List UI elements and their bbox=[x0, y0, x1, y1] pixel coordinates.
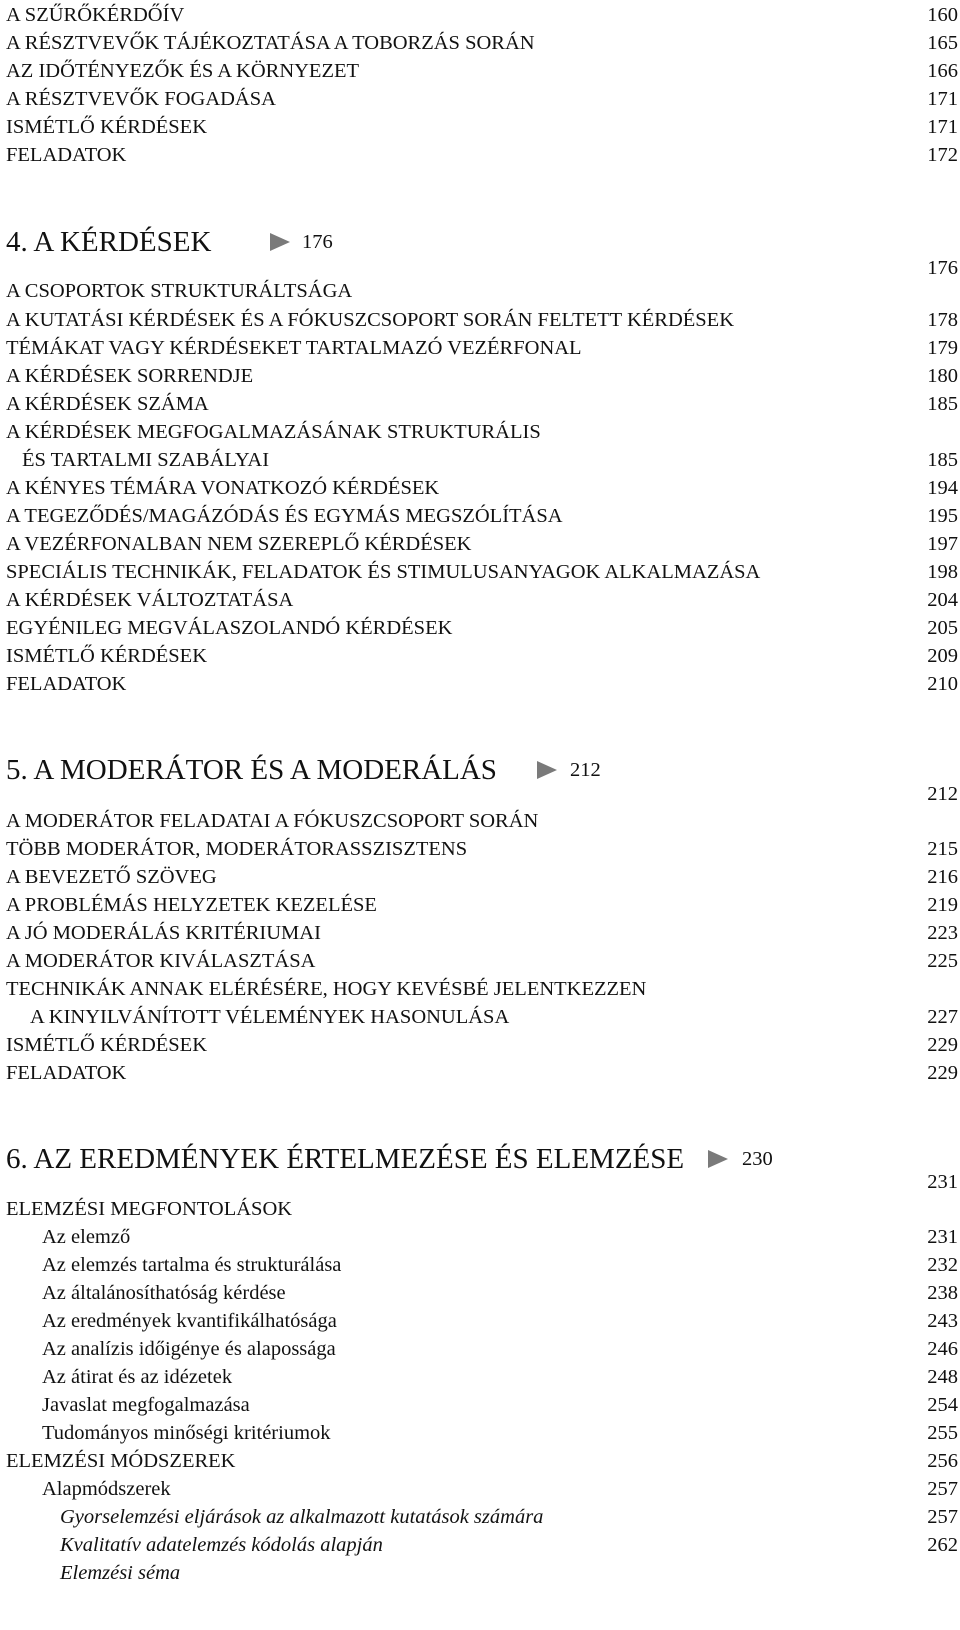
toc-entry-label: A KÉRDÉSEK SORRENDJE bbox=[6, 365, 254, 387]
toc-entry-label: A KÉRDÉSEK MEGFOGALMAZÁSÁNAK STRUKTURÁLIS bbox=[6, 421, 541, 443]
toc-entry bbox=[0, 361, 960, 391]
toc-entry bbox=[0, 918, 960, 948]
toc-entry bbox=[0, 1058, 960, 1088]
toc-entry-label: A RÉSZTVEVŐK FOGADÁSA bbox=[6, 88, 276, 110]
toc-entry bbox=[0, 112, 960, 142]
toc-entry-page: 219 bbox=[927, 894, 958, 916]
toc-entry bbox=[0, 1222, 960, 1252]
toc-entry bbox=[0, 669, 960, 699]
toc-entry-label: A VEZÉRFONALBAN NEM SZEREPLŐ KÉRDÉSEK bbox=[6, 533, 472, 555]
toc-entry-page: 198 bbox=[927, 561, 958, 583]
toc-entry-page: 248 bbox=[927, 1366, 958, 1388]
toc-entry bbox=[0, 1278, 960, 1308]
toc-entry bbox=[0, 1362, 960, 1392]
toc-entry bbox=[0, 1250, 960, 1280]
toc-entry bbox=[0, 0, 960, 30]
toc-entry bbox=[0, 862, 960, 892]
toc-entry-page: 231 bbox=[927, 1226, 958, 1248]
toc-entry-label: ISMÉTLŐ KÉRDÉSEK bbox=[6, 1034, 208, 1056]
toc-entry bbox=[0, 1167, 960, 1197]
toc-entry-page: 255 bbox=[927, 1422, 958, 1444]
toc-entry bbox=[0, 389, 960, 419]
toc-entry-label: A MODERÁTOR KIVÁLASZTÁSA bbox=[6, 950, 316, 972]
toc-entry-page: 160 bbox=[927, 4, 958, 26]
toc-entry-page: 171 bbox=[927, 116, 958, 138]
toc-entry bbox=[0, 84, 960, 114]
toc-entry bbox=[0, 779, 960, 809]
toc-entry-label: ISMÉTLŐ KÉRDÉSEK bbox=[6, 645, 208, 667]
toc-entry bbox=[0, 140, 960, 170]
toc-entry-label: AZ IDŐTÉNYEZŐK ÉS A KÖRNYEZET bbox=[6, 60, 360, 82]
toc-entry-page: 179 bbox=[927, 337, 958, 359]
triangle-right-icon bbox=[537, 761, 557, 779]
toc-entry-page: 231 bbox=[927, 1171, 958, 1193]
toc-entry-page: 227 bbox=[927, 1006, 958, 1028]
toc-entry-label: TECHNIKÁK ANNAK ELÉRÉSÉRE, HOGY KEVÉSBÉ JELENTKEZZEN bbox=[6, 978, 647, 1000]
toc-entry bbox=[0, 1446, 960, 1476]
toc-entry-label: Alapmódszerek bbox=[42, 1478, 171, 1500]
chapter-page: 230 bbox=[742, 1148, 773, 1170]
toc-entry-page: 165 bbox=[927, 32, 958, 54]
triangle-right-icon bbox=[270, 233, 290, 251]
chapter-page: 176 bbox=[302, 231, 333, 253]
triangle-right-icon bbox=[708, 1150, 728, 1168]
toc-entry-page: 194 bbox=[927, 477, 958, 499]
toc-entry bbox=[0, 974, 960, 1004]
toc-entry-label: A MODERÁTOR FELADATAI A FÓKUSZCSOPORT SORÁN bbox=[6, 810, 539, 832]
toc-entry bbox=[0, 1002, 960, 1032]
toc-entry-page: 171 bbox=[927, 88, 958, 110]
toc-entry bbox=[0, 417, 960, 447]
toc-entry bbox=[0, 1558, 960, 1588]
toc-entry-page: 216 bbox=[927, 866, 958, 888]
toc-entry-page: 256 bbox=[927, 1450, 958, 1472]
toc-entry-label: Elemzési séma bbox=[60, 1562, 181, 1584]
chapter-title: 6. AZ EREDMÉNYEK ÉRTELMEZÉSE ÉS ELEMZÉSE bbox=[6, 1143, 685, 1175]
toc-entry-page: 246 bbox=[927, 1338, 958, 1360]
toc-entry bbox=[0, 1474, 960, 1504]
toc-entry-label: A JÓ MODERÁLÁS KRITÉRIUMAI bbox=[6, 922, 321, 944]
toc-entry-page: 223 bbox=[927, 922, 958, 944]
toc-entry-label: A PROBLÉMÁS HELYZETEK KEZELÉSE bbox=[6, 894, 377, 916]
toc-entry-page: 212 bbox=[927, 783, 958, 805]
toc-entry-label: A KÉRDÉSEK VÁLTOZTATÁSA bbox=[6, 589, 294, 611]
toc-entry-label: SPECIÁLIS TECHNIKÁK, FELADATOK ÉS STIMULUSANYAGOK ALKALMAZÁSA bbox=[6, 561, 761, 583]
toc-entry-label: Az általánosíthatóság kérdése bbox=[42, 1282, 286, 1304]
toc-entry bbox=[0, 1502, 960, 1532]
toc-entry bbox=[0, 1530, 960, 1560]
toc-entry-label: A SZŰRŐKÉRDŐÍV bbox=[6, 4, 185, 26]
toc-entry-page: 262 bbox=[927, 1534, 958, 1556]
toc-entry-page: 185 bbox=[927, 393, 958, 415]
toc-entry-label: ELEMZÉSI MEGFONTOLÁSOK bbox=[6, 1198, 293, 1220]
toc-entry-label: ISMÉTLŐ KÉRDÉSEK bbox=[6, 116, 208, 138]
toc-entry-page: 257 bbox=[927, 1506, 958, 1528]
toc-entry-label: Az elemző bbox=[42, 1226, 131, 1248]
toc-entry bbox=[0, 557, 960, 587]
toc-entry-page: 185 bbox=[927, 449, 958, 471]
toc-entry-label: A KÉNYES TÉMÁRA VONATKOZÓ KÉRDÉSEK bbox=[6, 477, 440, 499]
toc-entry-page: 215 bbox=[927, 838, 958, 860]
toc-entry bbox=[0, 890, 960, 920]
toc-entry-label: ÉS TARTALMI SZABÁLYAI bbox=[22, 449, 270, 471]
toc-entry bbox=[0, 276, 960, 306]
toc-entry bbox=[0, 1306, 960, 1336]
toc-entry bbox=[0, 333, 960, 363]
toc-entry bbox=[0, 806, 960, 836]
toc-entry-label: FELADATOK bbox=[6, 673, 127, 695]
toc-entry-page: 197 bbox=[927, 533, 958, 555]
toc-entry bbox=[0, 473, 960, 503]
toc-entry-page: 176 bbox=[927, 257, 958, 279]
toc-entry-label: A KÉRDÉSEK SZÁMA bbox=[6, 393, 209, 415]
toc-entry-label: A KINYILVÁNÍTOTT VÉLEMÉNYEK HASONULÁSA bbox=[30, 1006, 510, 1028]
toc-entry-page: 205 bbox=[927, 617, 958, 639]
toc-entry-label: EGYÉNILEG MEGVÁLASZOLANDÓ KÉRDÉSEK bbox=[6, 617, 453, 639]
toc-entry-label: A BEVEZETŐ SZÖVEG bbox=[6, 866, 217, 888]
toc-entry bbox=[0, 529, 960, 559]
toc-entry-label: ELEMZÉSI MÓDSZEREK bbox=[6, 1450, 236, 1472]
toc-entry bbox=[0, 501, 960, 531]
toc-entry-label: A RÉSZTVEVŐK TÁJÉKOZTATÁSA A TOBORZÁS SORÁN bbox=[6, 32, 535, 54]
toc-entry bbox=[0, 28, 960, 58]
toc-entry bbox=[0, 445, 960, 475]
toc-entry-label: Az eredmények kvantifikálhatósága bbox=[42, 1310, 337, 1332]
toc-entry-page: 238 bbox=[927, 1282, 958, 1304]
toc-entry-label: A CSOPORTOK STRUKTURÁLTSÁGA bbox=[6, 280, 353, 302]
chapter-title: 4. A KÉRDÉSEK bbox=[6, 226, 212, 258]
toc-entry bbox=[0, 641, 960, 671]
chapter-title: 5. A MODERÁTOR ÉS A MODERÁLÁS bbox=[6, 754, 497, 786]
toc-entry bbox=[0, 1418, 960, 1448]
toc-entry bbox=[0, 305, 960, 335]
toc-entry bbox=[0, 1334, 960, 1364]
toc-entry-label: Gyorselemzési eljárások az alkalmazott kutatások számára bbox=[60, 1506, 544, 1528]
toc-entry-label: FELADATOK bbox=[6, 144, 127, 166]
toc-entry-label: FELADATOK bbox=[6, 1062, 127, 1084]
toc-entry-page: 210 bbox=[927, 673, 958, 695]
toc-entry bbox=[0, 1390, 960, 1420]
toc-entry-label: A TEGEZŐDÉS/MAGÁZÓDÁS ÉS EGYMÁS MEGSZÓLÍTÁSA bbox=[6, 505, 563, 527]
toc-entry-page: 229 bbox=[927, 1034, 958, 1056]
toc-entry-page: 254 bbox=[927, 1394, 958, 1416]
toc-entry-page: 166 bbox=[927, 60, 958, 82]
toc-entry-page: 178 bbox=[927, 309, 958, 331]
toc-entry-page: 172 bbox=[927, 144, 958, 166]
toc-entry bbox=[0, 834, 960, 864]
toc-entry-page: 229 bbox=[927, 1062, 958, 1084]
toc-entry-page: 232 bbox=[927, 1254, 958, 1276]
toc-entry bbox=[0, 585, 960, 615]
toc-entry-page: 257 bbox=[927, 1478, 958, 1500]
toc-entry-label: Kvalitatív adatelemzés kódolás alapján bbox=[60, 1534, 383, 1556]
toc-entry bbox=[0, 1194, 960, 1224]
toc-entry-page: 243 bbox=[927, 1310, 958, 1332]
toc-entry-label: Tudományos minőségi kritériumok bbox=[42, 1422, 331, 1444]
toc-entry-label: Az elemzés tartalma és strukturálása bbox=[42, 1254, 342, 1276]
toc-entry-page: 204 bbox=[927, 589, 958, 611]
toc-entry bbox=[0, 1030, 960, 1060]
toc-entry-page: 195 bbox=[927, 505, 958, 527]
toc-entry-page: 225 bbox=[927, 950, 958, 972]
toc-entry-label: Javaslat megfogalmazása bbox=[42, 1394, 250, 1416]
toc-entry bbox=[0, 613, 960, 643]
toc-entry-label: A KUTATÁSI KÉRDÉSEK ÉS A FÓKUSZCSOPORT SORÁN FELTETT KÉRDÉSEK bbox=[6, 309, 735, 331]
toc-entry-label: TÖBB MODERÁTOR, MODERÁTORASSZISZTENS bbox=[6, 838, 468, 860]
toc-entry-page: 209 bbox=[927, 645, 958, 667]
toc-entry-page: 180 bbox=[927, 365, 958, 387]
toc-entry bbox=[0, 946, 960, 976]
chapter-page: 212 bbox=[570, 759, 601, 781]
toc-entry-label: Az analízis időigénye és alapossága bbox=[42, 1338, 336, 1360]
toc-entry-label: Az átirat és az idézetek bbox=[42, 1366, 233, 1388]
toc-entry-label: TÉMÁKAT VAGY KÉRDÉSEKET TARTALMAZÓ VEZÉRFONAL bbox=[6, 337, 582, 359]
toc-entry bbox=[0, 56, 960, 86]
